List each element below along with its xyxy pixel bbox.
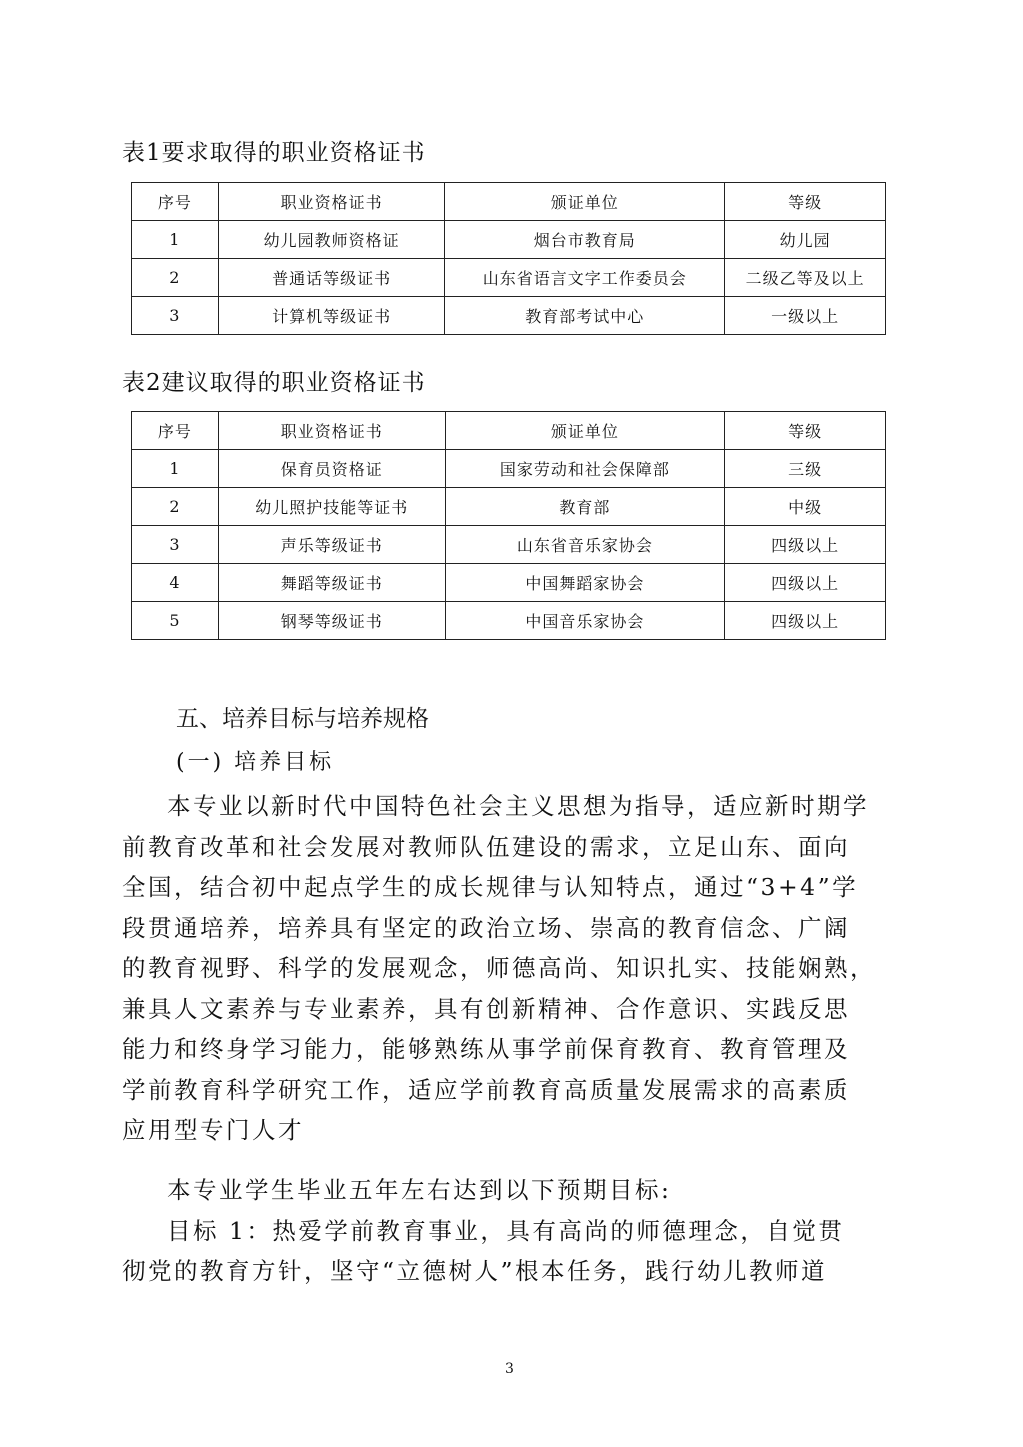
paragraph-line: 本专业以新时代中国特色社会主义思想为指导，适应新时期学 [167,792,869,820]
table2-caption: 表2建议取得的职业资格证书 [122,370,426,396]
table-row [132,259,886,297]
header-cell: 颁证单位 [445,412,725,450]
cell-certificate: 普通话等级证书 [218,259,445,297]
paragraph-line: 段贯通培养，培养具有坚定的政治立场、崇高的教育信念、广阔 [122,913,850,942]
header-cell: 职业资格证书 [218,183,445,221]
header-cell: 职业资格证书 [218,412,445,450]
paragraph-line: 本专业学生毕业五年左右达到以下预期目标: [167,1176,672,1204]
paragraph-line: 学前教育科学研究工作，适应学前教育高质量发展需求的高素质 [122,1075,850,1104]
paragraph-line: 全国，结合初中起点学生的成长规律与认知特点，通过“3+4”学 [122,873,859,901]
cell-level: 四级以上 [725,602,886,640]
header-cell: 序号 [132,183,219,221]
goal1-line: 彻党的教育方针，坚守“立德树人”根本任务，践行幼儿教师道 [122,1257,828,1285]
cell-number: 1 [132,221,219,259]
paragraph-line: 的教育视野、科学的发展观念，师德高尚、知识扎实、技能娴熟， [122,954,876,982]
expected-goals-paragraph [122,1170,894,1292]
table-row [132,450,886,488]
paragraph-line: 能力和终身学习能力，能够熟练从事学前保育教育、教育管理及 [122,1035,850,1063]
paragraph-line: 兼具人文素养与专业素养，具有创新精神、合作意识、实践反思 [122,994,850,1023]
header-cell: 颁证单位 [445,183,725,221]
cell-number: 5 [132,602,219,640]
cell-certificate: 声乐等级证书 [218,526,445,564]
cell-number: 2 [132,488,219,526]
paragraph-line: 应用型专门人才 [122,1116,304,1144]
table-row [132,221,886,259]
cell-issuer: 烟台市教育局 [445,221,725,259]
table-header-row [132,412,886,450]
cell-certificate: 钢琴等级证书 [218,602,445,640]
goal1-line: 目标 1：热爱学前教育事业，具有高尚的师德理念，自觉贯 [167,1216,845,1245]
cell-issuer: 中国音乐家协会 [445,602,725,640]
cell-number: 1 [132,450,219,488]
table-row [132,488,886,526]
cell-number: 2 [132,259,219,297]
cell-number: 3 [132,297,219,335]
section-heading: 五、培养目标与培养规格 [176,706,429,732]
cell-issuer: 国家劳动和社会保障部 [445,450,725,488]
cell-level: 一级以上 [725,297,886,335]
cell-level: 四级以上 [725,564,886,602]
table-required-certificates [131,182,886,335]
cell-issuer: 山东省音乐家协会 [445,526,725,564]
cell-issuer: 教育部考试中心 [445,297,725,335]
table1-caption: 表1要求取得的职业资格证书 [122,140,426,166]
header-cell: 等级 [725,412,886,450]
header-cell: 序号 [132,412,219,450]
cell-issuer: 教育部 [445,488,725,526]
cell-certificate: 舞蹈等级证书 [218,564,445,602]
paragraph-line: 前教育改革和社会发展对教师队伍建设的需求，立足山东、面向 [122,832,850,861]
goal-paragraph [122,786,894,1151]
cell-level: 幼儿园 [725,221,886,259]
cell-number: 3 [132,526,219,564]
table-row [132,297,886,335]
header-cell: 等级 [725,183,886,221]
table-recommended-certificates [131,411,886,640]
cell-issuer: 山东省语言文字工作委员会 [445,259,725,297]
cell-issuer: 中国舞蹈家协会 [445,564,725,602]
cell-certificate: 幼儿园教师资格证 [218,221,445,259]
cell-certificate: 计算机等级证书 [218,297,445,335]
cell-level: 四级以上 [725,526,886,564]
cell-level: 三级 [725,450,886,488]
cell-certificate: 保育员资格证 [218,450,445,488]
table-row [132,526,886,564]
table-header-row [132,183,886,221]
table-row [132,602,886,640]
cell-certificate: 幼儿照护技能等证书 [218,488,445,526]
page-number: 3 [505,1361,514,1377]
table-row [132,564,886,602]
cell-level: 二级乙等及以上 [725,259,886,297]
subsection-heading: (一) 培养目标 [176,750,335,775]
cell-number: 4 [132,564,219,602]
cell-level: 中级 [725,488,886,526]
